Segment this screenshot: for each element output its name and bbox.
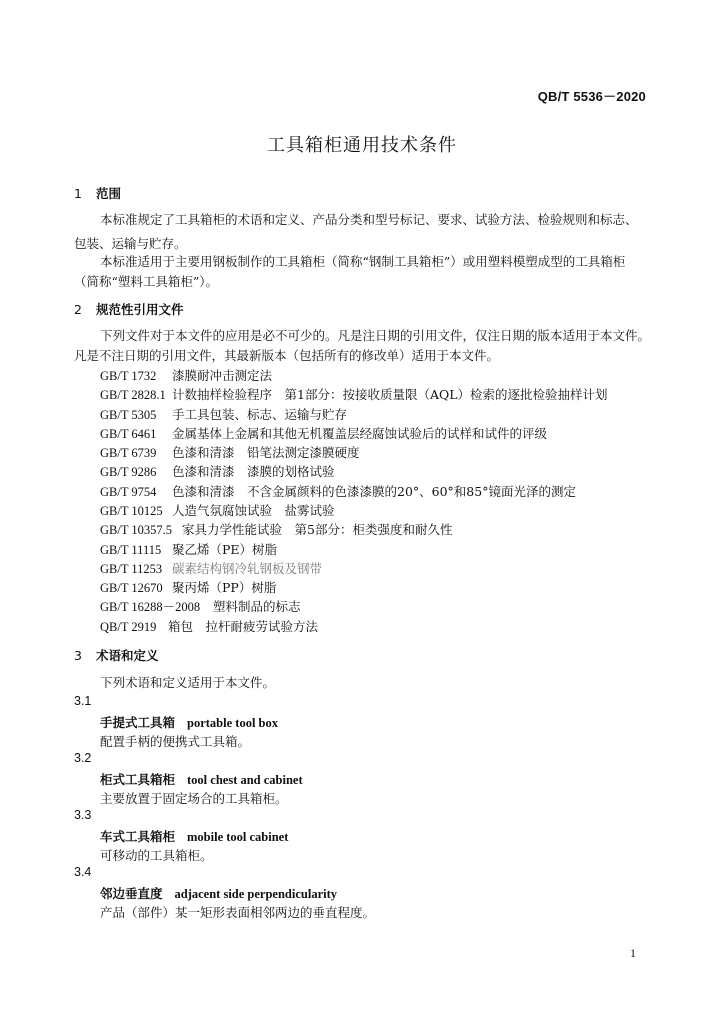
term-definition: 主要放置于固定场合的工具箱柜。 xyxy=(100,791,288,806)
reference-code: GB/T 1732 xyxy=(100,369,157,383)
term-zh: 手提式工具箱 xyxy=(100,715,176,730)
reference-item xyxy=(100,482,576,500)
reference-item xyxy=(100,597,301,615)
reference-title: 金属基体上金属和其他无机覆盖层经腐蚀试验后的试样和试件的评级 xyxy=(172,426,548,441)
section-number: 2 xyxy=(74,302,82,317)
section-2-heading xyxy=(74,300,184,318)
term-zh: 邻边垂直度 xyxy=(100,886,163,901)
section-number: 1 xyxy=(74,186,82,201)
term-definition: 配置手柄的便携式工具箱。 xyxy=(100,734,251,749)
reference-title: 计数抽样检验程序 第1部分：按接收质量限（AQL）检索的逐批检验抽样计划 xyxy=(172,387,608,402)
reference-code: GB/T 9286 xyxy=(100,465,157,479)
term-heading xyxy=(100,884,337,902)
reference-title: 聚乙烯（PE）树脂 xyxy=(172,542,278,557)
section-number: 3 xyxy=(74,648,82,663)
standard-code: QB/T 5536－2020 xyxy=(537,89,646,104)
paragraph-line: 下列术语和定义适用于本文件。 xyxy=(100,675,276,690)
paragraph-line: 本标准适用于主要用钢板制作的工具箱柜（简称“钢制工具箱柜”）或用塑料模塑成型的工具箱柜 xyxy=(100,254,626,269)
reference-code: GB/T 2828.1 xyxy=(100,388,166,402)
reference-item xyxy=(100,540,277,558)
term-definition: 产品（部件）某一矩形表面相邻两边的垂直程度。 xyxy=(100,905,376,920)
term-en: mobile tool cabinet xyxy=(187,830,289,844)
reference-title: 塑料制品的标志 xyxy=(213,599,301,614)
reference-title: 聚丙烯（PP）树脂 xyxy=(172,580,277,595)
section-title: 术语和定义 xyxy=(96,648,159,663)
reference-title: 箱包 拉杆耐疲劳试验方法 xyxy=(168,619,319,634)
reference-title: 碳素结构钢冷轧钢板及钢带 xyxy=(172,561,323,576)
term-heading xyxy=(100,770,303,788)
reference-title: 色漆和清漆 漆膜的划格试验 xyxy=(172,464,335,479)
section-title: 规范性引用文件 xyxy=(96,302,184,317)
reference-code: GB/T 6461 xyxy=(100,427,157,441)
paragraph-line: 凡是不注日期的引用文件，其最新版本（包括所有的修改单）适用于本文件。 xyxy=(74,348,500,363)
reference-item xyxy=(100,578,276,596)
reference-item xyxy=(100,520,452,538)
section-1-heading xyxy=(74,184,121,202)
term-heading xyxy=(100,827,288,845)
section-title: 范围 xyxy=(96,186,122,201)
reference-code: GB/T 16288－2008 xyxy=(100,600,201,614)
reference-item xyxy=(100,462,335,480)
term-definition: 可移动的工具箱柜。 xyxy=(100,848,213,863)
reference-code: QB/T 2919 xyxy=(100,620,157,634)
reference-item xyxy=(100,385,608,403)
paragraph-line: 包装、运输与贮存。 xyxy=(74,236,187,251)
paragraph-line: 本标准规定了工具箱柜的术语和定义、产品分类和型号标记、要求、试验方法、检验规则和标志、 xyxy=(100,212,638,227)
reference-item xyxy=(100,501,335,519)
term-number: 3.3 xyxy=(74,808,92,822)
document-title: 工具箱柜通用技术条件 xyxy=(267,135,457,156)
term-zh: 柜式工具箱柜 xyxy=(100,772,176,787)
reference-title: 手工具包装、标志、运输与贮存 xyxy=(172,407,348,422)
term-zh: 车式工具箱柜 xyxy=(100,829,176,844)
reference-title: 家具力学性能试验 第5部分：柜类强度和耐久性 xyxy=(182,522,453,537)
term-heading xyxy=(100,713,278,731)
term-number: 3.1 xyxy=(74,694,92,708)
reference-item xyxy=(100,443,360,461)
reference-item xyxy=(100,424,547,442)
reference-title: 色漆和清漆 铅笔法测定漆膜硬度 xyxy=(172,445,360,460)
reference-code: GB/T 11115 xyxy=(100,543,162,557)
reference-code: GB/T 12670 xyxy=(100,581,163,595)
reference-item xyxy=(100,366,272,384)
reference-item xyxy=(100,405,347,423)
reference-code: GB/T 6739 xyxy=(100,446,157,460)
term-number: 3.4 xyxy=(74,865,92,879)
reference-code: GB/T 10125 xyxy=(100,504,163,518)
term-en: tool chest and cabinet xyxy=(187,773,303,787)
term-number: 3.2 xyxy=(74,751,92,765)
reference-code: GB/T 11253 xyxy=(100,562,163,576)
page-number: 1 xyxy=(630,946,636,960)
reference-title: 漆膜耐冲击测定法 xyxy=(172,368,273,383)
reference-code: GB/T 5305 xyxy=(100,408,157,422)
paragraph-line: 下列文件对于本文件的应用是必不可少的。凡是注日期的引用文件，仅注日期的版本适用于本文件。 xyxy=(100,328,651,343)
reference-title: 人造气氛腐蚀试验 盐雾试验 xyxy=(172,503,335,518)
reference-item xyxy=(100,617,318,635)
reference-item xyxy=(100,559,322,577)
reference-code: GB/T 10357.5 xyxy=(100,523,172,537)
term-en: portable tool box xyxy=(187,716,278,730)
reference-code: GB/T 9754 xyxy=(100,485,157,499)
term-en: adjacent side perpendicularity xyxy=(174,887,338,901)
paragraph-line: （简称“塑料工具箱柜”）。 xyxy=(74,274,219,289)
section-3-heading xyxy=(74,646,159,664)
reference-title: 色漆和清漆 不含金属颜料的色漆漆膜的20°、60°和85°镜面光泽的测定 xyxy=(172,484,576,499)
